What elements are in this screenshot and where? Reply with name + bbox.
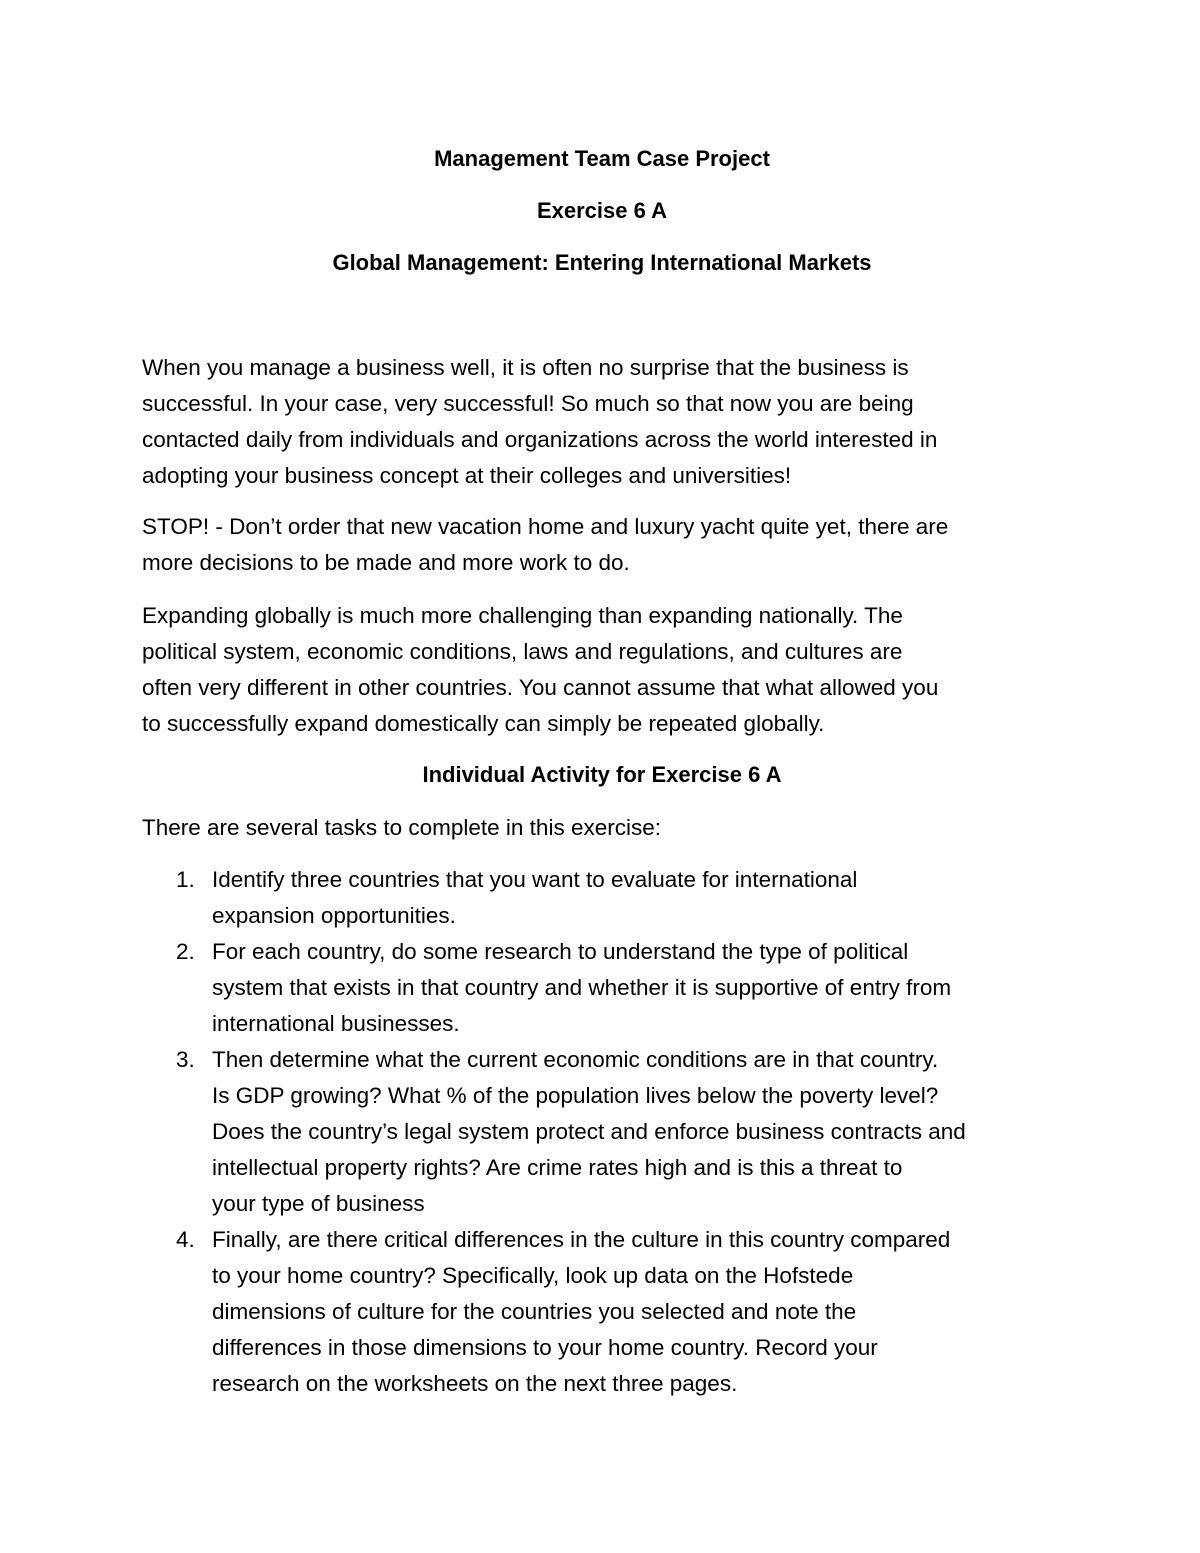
list-item-line: system that exists in that country and whether it is supportive of entry from bbox=[212, 975, 952, 1000]
list-item-line: dimensions of culture for the countries you selected and note the bbox=[212, 1299, 857, 1324]
exercise-label: Exercise 6 A bbox=[536, 198, 668, 223]
list-item-line: For each country, do some research to understand the type of political bbox=[212, 939, 909, 964]
paragraph-line: When you manage a business well, it is often no surprise that the business is bbox=[142, 355, 909, 380]
list-item-line: Finally, are there critical differences in the culture in this country compared bbox=[212, 1227, 951, 1252]
list-item-line: differences in those dimensions to your home country. Record your bbox=[212, 1335, 878, 1360]
paragraph-line: to successfully expand domestically can simply be repeated globally. bbox=[142, 711, 825, 736]
paragraph-line: successful. In your case, very successful! So much so that now you are being bbox=[142, 391, 914, 416]
list-item-line: your type of business bbox=[212, 1191, 425, 1216]
list-item-line: Identify three countries that you want to evaluate for international bbox=[212, 867, 858, 892]
list-item-line: Then determine what the current economic conditions are in that country. bbox=[212, 1047, 939, 1072]
paragraph-line: contacted daily from individuals and organizations across the world interested in bbox=[142, 427, 938, 452]
list-item-number: 2. bbox=[176, 939, 195, 964]
list-item bbox=[142, 1042, 1062, 1222]
list-item bbox=[142, 862, 1062, 934]
list-item bbox=[142, 934, 1062, 1042]
list-item-line: Does the country’s legal system protect and enforce business contracts and bbox=[212, 1119, 966, 1144]
paragraph-line: Expanding globally is much more challenging than expanding nationally. The bbox=[142, 603, 903, 628]
tasks-intro-text: There are several tasks to complete in this exercise: bbox=[142, 815, 661, 840]
paragraph-line: more decisions to be made and more work to do. bbox=[142, 550, 630, 575]
paragraph-stop bbox=[142, 509, 1062, 581]
paragraph-intro bbox=[142, 350, 1062, 494]
list-item-line: intellectual property rights? Are crime rates high and is this a threat to bbox=[212, 1155, 903, 1180]
list-item-number: 4. bbox=[176, 1227, 195, 1252]
paragraph-line: STOP! - Don’t order that new vacation home and luxury yacht quite yet, there are bbox=[142, 514, 949, 539]
list-item-line: international businesses. bbox=[212, 1011, 460, 1036]
document-subtitle: Global Management: Entering International Markets bbox=[332, 250, 872, 275]
paragraph-expanding bbox=[142, 598, 1062, 742]
list-item-number: 3. bbox=[176, 1047, 195, 1072]
tasks-intro bbox=[142, 810, 1062, 846]
list-item bbox=[142, 1222, 1062, 1402]
activity-heading: Individual Activity for Exercise 6 A bbox=[422, 762, 782, 787]
paragraph-line: adopting your business concept at their colleges and universities! bbox=[142, 463, 792, 488]
document-title: Management Team Case Project bbox=[434, 146, 770, 171]
list-item-line: Is GDP growing? What % of the population lives below the poverty level? bbox=[212, 1083, 939, 1108]
task-list bbox=[142, 862, 1062, 1402]
list-item-line: expansion opportunities. bbox=[212, 903, 456, 928]
list-item-line: research on the worksheets on the next three pages. bbox=[212, 1371, 738, 1396]
list-item-line: to your home country? Specifically, look up data on the Hofstede bbox=[212, 1263, 854, 1288]
list-item-number: 1. bbox=[176, 867, 195, 892]
paragraph-line: political system, economic conditions, laws and regulations, and cultures are bbox=[142, 639, 903, 664]
paragraph-line: often very different in other countries. You cannot assume that what allowed you bbox=[142, 675, 939, 700]
